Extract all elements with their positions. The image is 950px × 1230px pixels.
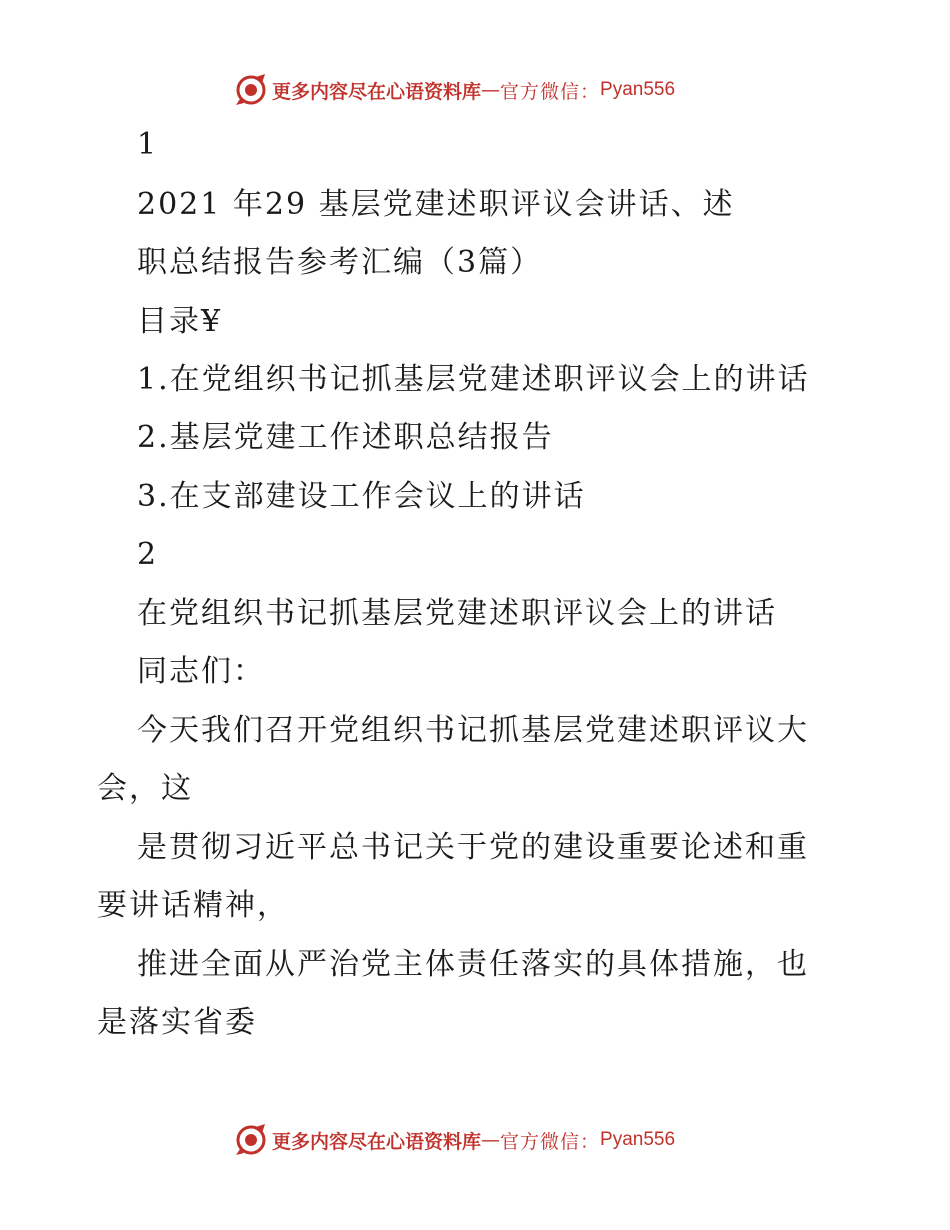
body-line: 要讲话精神， — [97, 888, 289, 923]
watermark-main-text: 更多内容尽在心语资料库 — [272, 1130, 482, 1153]
section-title: 在党组织书记抓基层党建述职评议会上的讲话 — [137, 596, 777, 631]
watermark-dash: — — [481, 1129, 501, 1151]
doc-title-line-2: 职总结报告参考汇编（3篇） — [137, 245, 543, 280]
body-line: 会，这 — [97, 771, 193, 806]
watermark-dash: — — [481, 79, 501, 101]
body-line: 是贯彻习近平总书记关于党的建设重要论述和重 — [137, 830, 809, 865]
toc-item: 2.基层党建工作述职总结报告 — [137, 420, 554, 455]
body-line: 是落实省委 — [97, 1005, 257, 1040]
toc-item: 3.在支部建设工作会议上的讲话 — [137, 479, 586, 514]
page-number: 1 — [137, 127, 159, 162]
body-line: 推进全面从严治党主体责任落实的具体措施，也 — [137, 947, 809, 982]
toc-heading: 目录¥ — [137, 304, 223, 339]
watermark-main-text: 更多内容尽在心语资料库 — [272, 80, 482, 103]
logo-icon — [234, 73, 268, 107]
salutation: 同志们： — [137, 654, 265, 689]
logo-icon — [234, 1123, 268, 1157]
watermark-id: Pyan556 — [600, 79, 676, 100]
watermark-footer — [234, 1120, 754, 1160]
page-number: 2 — [137, 537, 159, 572]
body-line: 今天我们召开党组织书记抓基层党建述职评议大 — [137, 713, 809, 748]
toc-item: 1.在党组织书记抓基层党建述职评议会上的讲话 — [137, 362, 810, 397]
watermark-sub-text: 官方微信： — [500, 80, 601, 103]
watermark-id: Pyan556 — [600, 1129, 676, 1150]
watermark-header — [234, 70, 754, 110]
watermark-sub-text: 官方微信： — [500, 1130, 601, 1153]
doc-title-line-1: 2021 年29 基层党建述职评议会讲话、述 — [137, 187, 735, 222]
